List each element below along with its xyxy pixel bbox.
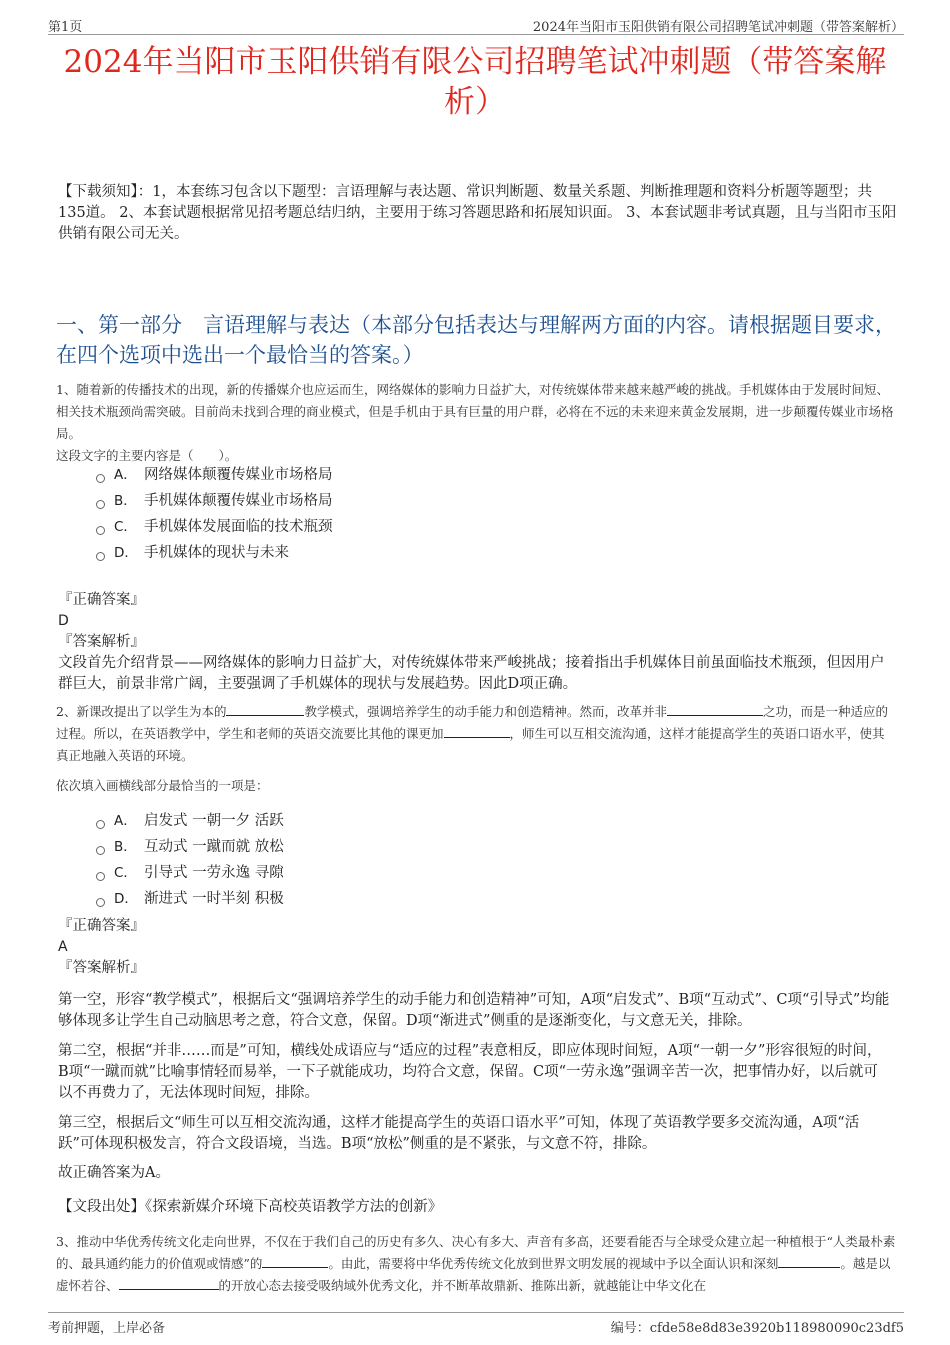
section-heading: 一、第一部分 言语理解与表达（本部分包括表达与理解两方面的内容。请根据题目要求，在四个选项中选出一个最恰当的答案。） (56, 313, 896, 367)
radio-icon[interactable] (96, 474, 105, 483)
header-doc-title: 2024年当阳市玉阳供销有限公司招聘笔试冲刺题（带答案解析） (532, 20, 904, 35)
footer-serial: 编号：cfde58e8d83e3920b118980090c23df5 (610, 1321, 904, 1336)
title-line-2: 析） (444, 84, 506, 120)
question-2-ask: 依次填入画横线部分最恰当的一项是： (56, 778, 269, 793)
q1-option-b[interactable]: B． 手机媒体颠覆传媒业市场格局 (96, 488, 333, 514)
q2-analysis-para-2: 第二空，根据“并非……而是”可知，横线处成语应与“适应的过程”表意相反，即应体现时间短，A项“一朝一夕”形容很短的时间，B项“一蹴而就”比喻事情轻而易举，一下子就能成功，均符合文意，保留。C项“一劳永逸”强调辛苦一次，把事情办好，以后就可以不再费力了，无法体现时间短，排除。 (58, 1043, 882, 1101)
radio-icon[interactable] (96, 898, 105, 907)
question-3-stem: 3、推动中华优秀传统文化走向世界，不仅在于我们自己的历史有多久、决心有多大、声音有多高，还要看能否与全球受众建立起一种植根于“人类最朴素的、最具通约能力的价值观或情感”的 。由此，需要将中华优秀传统文化放到世界文明发展的视域中予以全面认识和深刻 。越是以虚怀若谷、 的开放心态去接受吸纳域外优秀文化，并不断革故鼎新、推陈出新，就越能让中华文化在 (56, 1234, 896, 1293)
question-2-options (96, 808, 284, 912)
radio-icon[interactable] (96, 552, 105, 561)
analysis-text: 文段首先介绍背景——网络媒体的影响力日益扩大，对传统媒体带来严峻挑战；接着指出手机媒体目前虽面临技术瓶颈，但因用户群巨大，前景非常广阔，主要强调了手机媒体的现状与发展趋势。因此D项正确。 (58, 655, 885, 692)
q2-analysis-para-1: 第一空，形容“教学模式”，根据后文“强调培养学生的动手能力和创造精神”可知，A项“启发式”、B项“互动式”、C项“引导式”均能够体现多让学生自己动脑思考之意，符合文意，保留。D项“渐进式”侧重的是逐渐变化，与文意无关，排除。 (58, 992, 890, 1029)
footer-slogan: 考前押题，上岸必备 (48, 1321, 166, 1336)
analysis-label: 『答案解析』 (58, 634, 145, 650)
q1-option-c[interactable]: C． 手机媒体发展面临的技术瓶颈 (96, 514, 333, 540)
fill-blank-2 (778, 1253, 840, 1268)
q1-option-a[interactable]: A． 网络媒体颠覆传媒业市场格局 (96, 462, 333, 488)
answer-letter: A (58, 939, 68, 955)
download-notice: 【下载须知】：1，本套练习包含以下题型：言语理解与表达题、常识判断题、数量关系题、判断推理题和资料分析题等题型；共135道。 2、本套试题根据常见招考题总结归纳，主要用于练习答题思路和拓展知识面。 3、本套试题非考试真题，且与当阳市玉阳供销有限公司无关。 (58, 184, 897, 242)
question-1-answer (58, 590, 888, 695)
answer-label: 『正确答案』 (58, 592, 145, 608)
title-line-1: 2024年当阳市玉阳供销有限公司招聘笔试冲刺题（带答案解 (63, 44, 887, 80)
radio-icon[interactable] (96, 846, 105, 855)
q2-option-d[interactable]: D． 渐进式 一时半刻 积极 (96, 886, 284, 912)
q1-ask: 这段文字的主要内容是（ ）。 (56, 448, 238, 463)
answer-letter: D (58, 613, 69, 629)
q1-text: 1、随着新的传播技术的出现，新的传播媒介也应运而生，网络媒体的影响力日益扩大，对传统媒体带来越来越严峻的挑战。手机媒体由于发展时间短、相关技术瓶颈尚需突破。目前尚未找到合理的商业模式，但是手机由于具有巨量的用户群，必将在不远的未来迎来黄金发展期，进一步颠覆传媒业市场格局。 (56, 382, 894, 441)
q1-option-d[interactable]: D． 手机媒体的现状与未来 (96, 540, 333, 566)
fill-blank-2 (667, 701, 763, 716)
fill-blank-1 (262, 1253, 328, 1268)
question-1-stem (56, 379, 896, 467)
radio-icon[interactable] (96, 526, 105, 535)
q2-option-c[interactable]: C． 引导式 一劳永逸 寻隙 (96, 860, 284, 886)
q2-option-a[interactable]: A． 启发式 一朝一夕 活跃 (96, 808, 284, 834)
q2-source: 【文段出处】《探索新媒介环境下高校英语教学方法的创新》 (58, 1199, 443, 1215)
radio-icon[interactable] (96, 500, 105, 509)
question-2-answer (58, 916, 888, 979)
q2-option-b[interactable]: B． 互动式 一蹴而就 放松 (96, 834, 284, 860)
document-title (40, 42, 910, 122)
analysis-label: 『答案解析』 (58, 960, 145, 976)
fill-blank-3 (444, 723, 510, 738)
q2-analysis-para-4: 故正确答案为A。 (58, 1165, 170, 1181)
question-1-options (96, 462, 333, 566)
radio-icon[interactable] (96, 872, 105, 881)
radio-icon[interactable] (96, 820, 105, 829)
question-2-stem: 2、新课改提出了以学生为本的 教学模式，强调培养学生的动手能力和创造精神。然而，改革并非 之功，而是一种适应的过程。所以，在英语教学中，学生和老师的英语交流要比其他的课更加 ，师生可以互相交流沟通，这样才能提高学生的英语口语水平，使其真正地融入英语的环境。 (56, 701, 896, 767)
page-header (48, 14, 904, 35)
fill-blank-3 (119, 1275, 219, 1290)
q2-analysis-para-3: 第三空，根据后文“师生可以互相交流沟通，这样才能提高学生的英语口语水平”可知，体现了英语教学要多交流沟通，A项“活跃”可体现积极发言，符合文段语境，当选。B项“放松”侧重的是不紧张，与文意不符，排除。 (58, 1115, 860, 1152)
page-number: 第1页 (48, 20, 83, 35)
answer-label: 『正确答案』 (58, 918, 145, 934)
page-footer (48, 1312, 904, 1335)
fill-blank-1 (226, 701, 304, 716)
